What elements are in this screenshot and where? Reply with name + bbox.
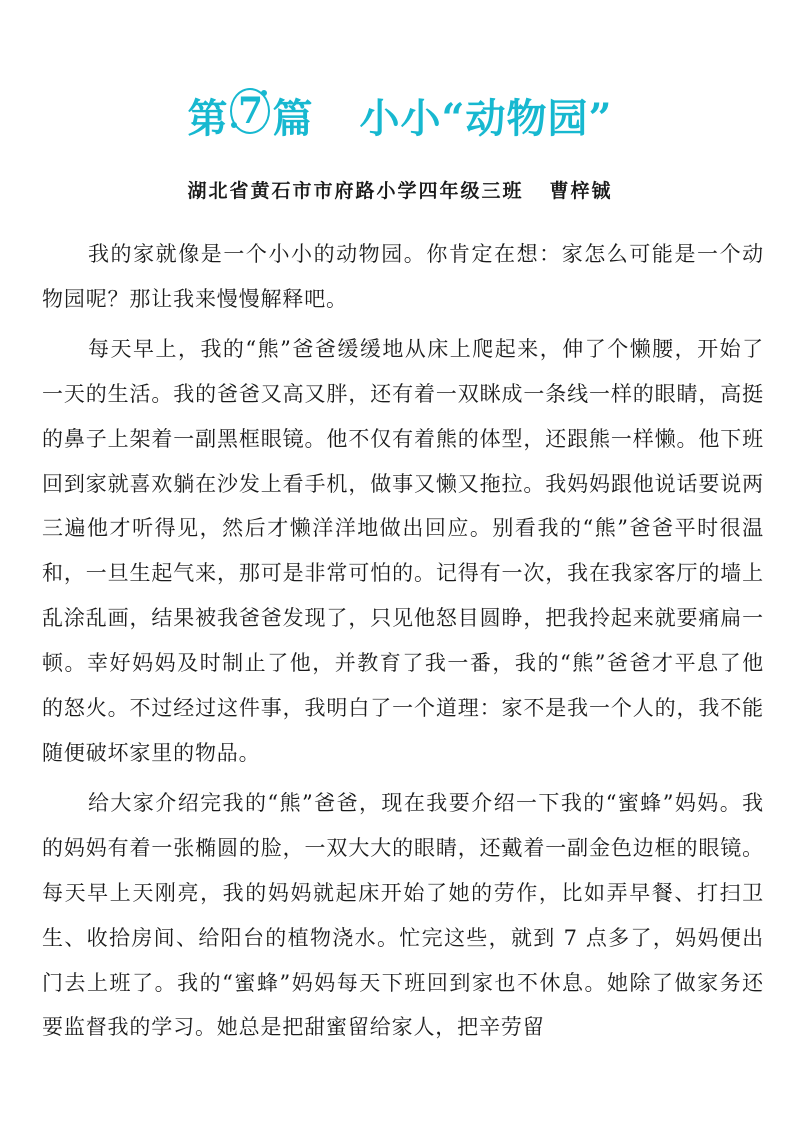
author-school: 湖北省黄石市市府路小学四年级三班 <box>187 180 524 202</box>
author-byline <box>0 176 800 203</box>
paragraph: 每天早上，我的“熊”爸爸缓缓地从床上爬起来，伸了个懒腰，开始了一天的生活。我的爸爸又高又胖，还有着一双眯成一条线一样的眼睛，高挺的鼻子上架着一副黑框眼镜。他不仅有着熊的体型，还跟熊一样懒。他下班回到家就喜欢躺在沙发上看手机，做事又懒又拖拉。我妈妈跟他说话要说两三遍他才听得见，然后才懒洋洋地做出回应。别看我的“熊”爸爸平时很温和，一旦生起气来，那可是非常可怕的。记得有一次，我在我家客厅的墙上乱涂乱画，结果被我爸爸发现了，只见他怒目圆睁，把我拎起来就要痛扁一顿。幸好妈妈及时制止了他，并教育了我一番，我的“熊”爸爸才平息了他的怒火。不过经过这件事，我明白了一个道理：家不是我一个人的，我不能随便破坏家里的物品。 <box>42 336 764 765</box>
title-prefix: 第 <box>187 95 229 142</box>
article-title <box>0 88 800 149</box>
author-name: 曹梓铖 <box>549 180 613 202</box>
paragraph: 我的家就像是一个小小的动物园。你肯定在想：家怎么可能是一个动物园呢？那让我来慢慢解释吧。 <box>42 242 764 311</box>
title-main: 小小“动物园” <box>359 95 613 142</box>
chapter-number-badge <box>230 88 270 134</box>
paragraph: 给大家介绍完我的“熊”爸爸，现在我要介绍一下我的“蜜蜂”妈妈。我的妈妈有着一张椭圆的脸，一双大大的眼睛，还戴着一副金色边框的眼镜。每天早上天刚亮，我的妈妈就起床开始了她的劳作，比如弄早餐、打扫卫生、收拾房间、给阳台的植物浇水。忙完这些，就到 7 点多了，妈妈便出门去上班了。我的“蜜蜂”妈妈每天下班回到家也不休息。她除了做家务还要监督我的学习。她总是把甜蜜留给家人，把辛劳留 <box>42 790 764 1040</box>
chapter-number: 7 <box>237 90 265 132</box>
title-suffix: 篇 <box>272 95 314 142</box>
article-body <box>42 232 764 1055</box>
